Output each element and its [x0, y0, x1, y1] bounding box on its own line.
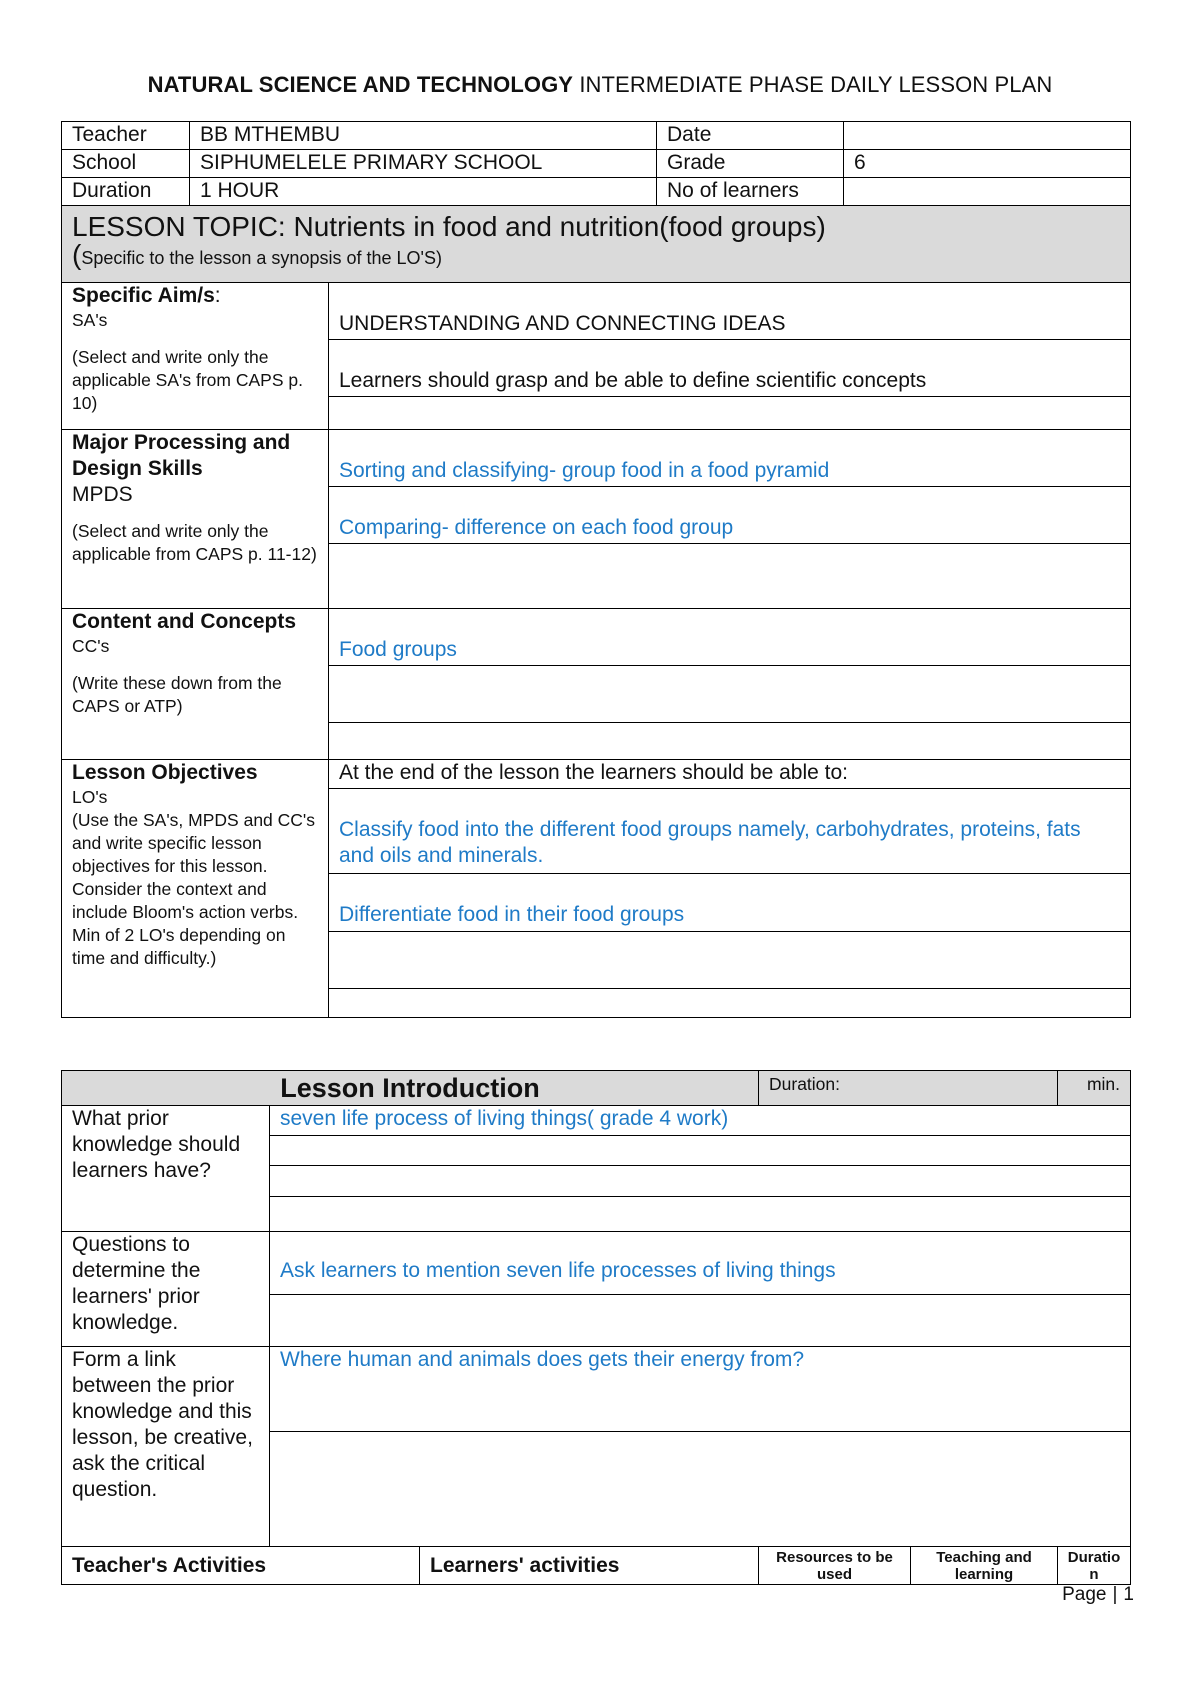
date-label: Date	[657, 122, 844, 150]
objectives-abbr: LO's	[72, 787, 108, 807]
teacher-activities-header: Teacher's Activities	[62, 1547, 420, 1585]
mpds-label-cell	[62, 430, 329, 609]
objectives-label-cell	[62, 760, 329, 1018]
title-rest: INTERMEDIATE PHASE DAILY LESSON PLAN	[579, 72, 1053, 97]
aims-colon: :	[214, 284, 221, 307]
page-label: Page	[1062, 1584, 1107, 1605]
learners-label: No of learners	[657, 178, 844, 206]
mpds-note: (Select and write only the applicable from CAPS p. 11-12)	[72, 521, 317, 564]
objectives-intro: At the end of the lesson the learners should be able to:	[329, 760, 1131, 789]
topic-value: Nutrients in food and nutrition(food groups)	[293, 211, 826, 242]
learners-value	[844, 178, 1131, 206]
objectives-note: (Use the SA's, MPDS and CC's and write specific lesson objectives for this lesson. Consider the context and include Bloom's action verbs. Min of 2 LO's depending on time and difficulty.)	[72, 810, 316, 968]
duration-label: Duration	[62, 178, 190, 206]
prior-row: seven life process of living things( grade 4 work)	[270, 1106, 1131, 1136]
school-label: School	[62, 150, 190, 178]
aims-heading: Specific Aim/s	[72, 284, 215, 307]
lesson-topic	[62, 206, 1131, 283]
content-row	[329, 666, 1131, 723]
school-value: SIPHUMELELE PRIMARY SCHOOL	[190, 150, 657, 178]
aims-abbr: SA's	[72, 310, 108, 330]
mpds-row: Comparing- difference on each food group	[329, 487, 1131, 544]
link-row: Where human and animals does gets their energy from?	[270, 1347, 1131, 1432]
mpds-row: Sorting and classifying- group food in a food pyramid	[329, 430, 1131, 487]
aims-label-cell	[62, 283, 329, 430]
mpds-abbr: MPDS	[72, 483, 133, 506]
title-bold: NATURAL SCIENCE AND TECHNOLOGY	[147, 72, 574, 97]
content-label-cell	[62, 609, 329, 760]
link-prompt: Form a link between the prior knowledge and this lesson, be creative, ask the critical question.	[62, 1347, 270, 1547]
lesson-plan-table	[61, 121, 1131, 1018]
content-row	[329, 723, 1131, 760]
content-row: Food groups	[329, 609, 1131, 666]
content-heading: Content and Concepts	[72, 610, 296, 633]
mpds-heading: Major Processing and Design Skills	[72, 431, 291, 480]
page-footer	[1062, 1584, 1134, 1606]
intro-heading: Lesson Introduction	[62, 1071, 759, 1106]
objective-row	[329, 989, 1131, 1018]
topic-sub: Specific to the lesson a synopsis of the LO'S)	[81, 248, 442, 268]
teacher-label: Teacher	[62, 122, 190, 150]
questions-prompt: Questions to determine the learners' prior knowledge.	[62, 1232, 270, 1347]
duration-value: 1 HOUR	[190, 178, 657, 206]
teaching-learning-header: Teaching and learning	[911, 1547, 1058, 1585]
objective-row	[329, 932, 1131, 989]
grade-label: Grade	[657, 150, 844, 178]
teacher-value: BB MTHEMBU	[190, 122, 657, 150]
content-abbr: CC's	[72, 636, 110, 656]
lesson-intro-table	[61, 1070, 1131, 1585]
prior-row	[270, 1166, 1131, 1197]
duration-header: Duratio n	[1058, 1547, 1131, 1585]
date-value	[844, 122, 1131, 150]
learners-activities-header: Learners' activities	[420, 1547, 759, 1585]
aims-note: (Select and write only the applicable SA's from CAPS p. 10)	[72, 347, 303, 413]
link-row	[270, 1432, 1131, 1547]
objectives-heading: Lesson Objectives	[72, 761, 258, 784]
topic-paren: (	[72, 239, 82, 270]
objective-row: Differentiate food in their food groups	[329, 874, 1131, 932]
intro-min-label: min.	[1058, 1071, 1131, 1106]
document-title	[0, 72, 1200, 98]
aims-row: UNDERSTANDING AND CONNECTING IDEAS	[329, 283, 1131, 340]
grade-value: 6	[844, 150, 1131, 178]
aims-row: Learners should grasp and be able to define scientific concepts	[329, 340, 1131, 397]
page-separator: |	[1112, 1584, 1118, 1605]
questions-row	[270, 1295, 1131, 1347]
resources-header: Resources to be used	[759, 1547, 911, 1585]
prior-row	[270, 1136, 1131, 1166]
intro-duration-label: Duration:	[759, 1071, 1058, 1106]
aims-row	[329, 397, 1131, 430]
page-number: 1	[1123, 1584, 1134, 1605]
questions-row: Ask learners to mention seven life processes of living things	[270, 1232, 1131, 1295]
objective-row: Classify food into the different food groups namely, carbohydrates, proteins, fats and oils and minerals.	[329, 789, 1131, 874]
prior-knowledge-question: What prior knowledge should learners have?	[62, 1106, 270, 1232]
prior-row	[270, 1197, 1131, 1232]
content-note: (Write these down from the CAPS or ATP)	[72, 673, 282, 716]
topic-label: LESSON TOPIC:	[72, 211, 286, 242]
mpds-row	[329, 544, 1131, 609]
